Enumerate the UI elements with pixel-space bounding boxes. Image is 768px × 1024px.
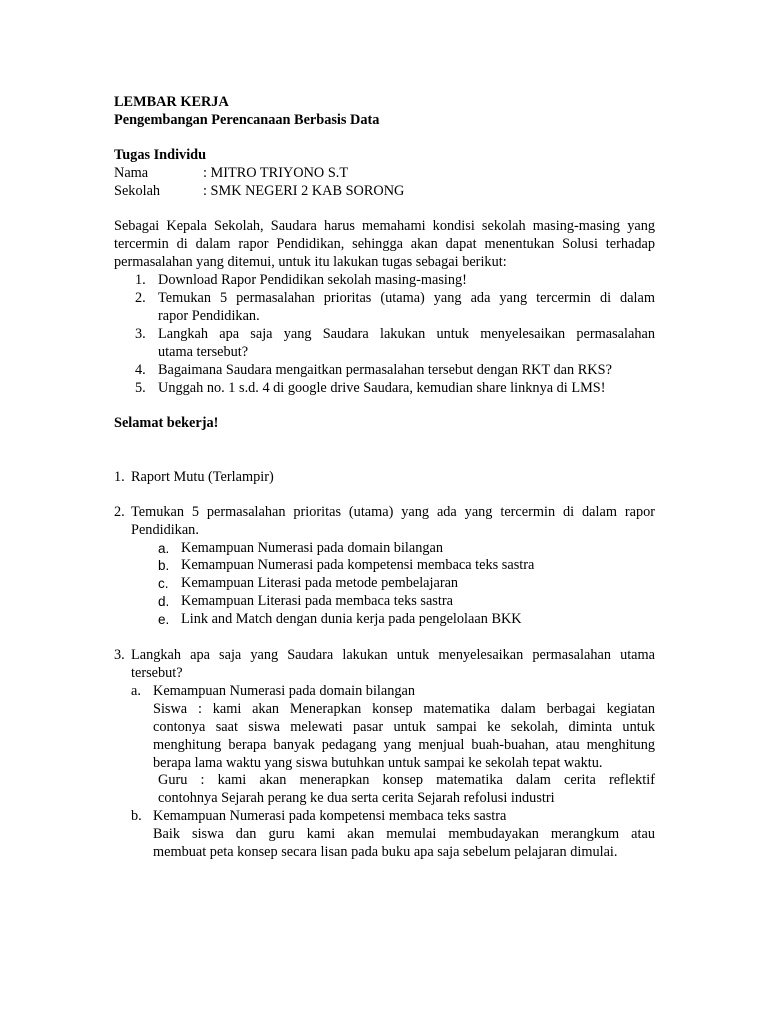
- nama-value: : MITRO TRIYONO S.T: [203, 165, 349, 181]
- task-text-cont: utama tersebut?: [158, 344, 249, 360]
- task-number: 2.: [135, 290, 146, 306]
- item-letter: c.: [158, 576, 169, 591]
- solution-line: berapa lama waktu yang siswa butuhkan untuk sampai ke sekolah tepat waktu.: [153, 755, 603, 771]
- item-letter: d.: [158, 594, 170, 609]
- doc-subtitle: Pengembangan Perencanaan Berbasis Data: [114, 112, 380, 128]
- answer-number: 1.: [114, 469, 125, 485]
- item-letter: b.: [131, 808, 142, 824]
- task-number: 1.: [135, 272, 146, 288]
- closing-text: Selamat bekerja!: [114, 415, 219, 431]
- solution-line: membuat peta konsep secara lisan pada buku apa saja sebelum pelajaran dimulai.: [153, 844, 618, 860]
- answer-text-cont: tersebut?: [131, 665, 183, 681]
- solution-line: Siswa : kami akan Menerapkan konsep matematika dalam berbagai kegiatan: [153, 701, 655, 717]
- task-text-cont: rapor Pendidikan.: [158, 308, 260, 324]
- solution-line: Baik siswa dan guru kami akan memulai membudayakan merangkum atau: [153, 826, 655, 842]
- intro-line: Sebagai Kepala Sekolah, Saudara harus memahami kondisi sekolah masing-masing yang: [114, 218, 655, 234]
- answer-number: 2.: [114, 504, 125, 520]
- item-letter: e.: [158, 612, 170, 627]
- intro-line: tercermin di dalam rapor Pendidikan, sehingga akan dapat menentukan Solusi terhadap: [114, 236, 655, 252]
- item-text: Kemampuan Literasi pada membaca teks sastra: [181, 593, 453, 609]
- item-text: Link and Match dengan dunia kerja pada pengelolaan BKK: [181, 611, 522, 627]
- answer-text-cont: Pendidikan.: [131, 522, 199, 538]
- item-letter: a.: [131, 683, 141, 699]
- task-number: 5.: [135, 380, 146, 396]
- task-text: Temukan 5 permasalahan prioritas (utama) yang ada yang tercermin di dalam: [158, 290, 655, 306]
- item-text: Kemampuan Numerasi pada kompetensi membaca teks sastra: [181, 557, 535, 573]
- task-number: 4.: [135, 362, 146, 378]
- intro-line: permasalahan yang ditemui, untuk itu lakukan tugas sebagai berikut:: [114, 254, 507, 270]
- item-text: Kemampuan Literasi pada metode pembelajaran: [181, 575, 459, 591]
- nama-row: [114, 165, 655, 183]
- solution-line: Guru : kami akan menerapkan konsep matematika dalam cerita reflektif: [158, 772, 655, 788]
- item-letter: a.: [158, 541, 170, 556]
- task-text: Download Rapor Pendidikan sekolah masing-masing!: [158, 272, 467, 288]
- answer-text: Langkah apa saja yang Saudara lakukan untuk menyelesaikan permasalahan utama: [131, 647, 655, 663]
- sekolah-row: [114, 183, 655, 201]
- task-text: Unggah no. 1 s.d. 4 di google drive Saudara, kemudian share linknya di LMS!: [158, 380, 606, 396]
- section-heading: Tugas Individu: [114, 147, 207, 163]
- task-text: Langkah apa saja yang Saudara lakukan untuk menyelesaikan permasalahan: [158, 326, 655, 342]
- solution-line: contohnya Sejarah perang ke dua serta cerita Sejarah refolusi industri: [158, 790, 555, 806]
- doc-title: LEMBAR KERJA: [114, 94, 229, 110]
- answer-text: Temukan 5 permasalahan prioritas (utama) yang ada yang tercermin di dalam rapor: [131, 504, 655, 520]
- task-text: Bagaimana Saudara mengaitkan permasalahan tersebut dengan RKT dan RKS?: [158, 362, 612, 378]
- item-text: Kemampuan Numerasi pada kompetensi membaca teks sastra: [153, 808, 507, 824]
- answer-text: Raport Mutu (Terlampir): [131, 469, 274, 485]
- sekolah-label: Sekolah: [114, 183, 161, 199]
- item-text: Kemampuan Numerasi pada domain bilangan: [153, 683, 416, 699]
- solution-line: menghitung berapa banyak pedagang yang menjual buah-buahan, atau menghitung: [153, 737, 655, 753]
- sekolah-value: : SMK NEGERI 2 KAB SORONG: [203, 183, 405, 199]
- nama-label: Nama: [114, 165, 149, 181]
- task-number: 3.: [135, 326, 146, 342]
- answer-number: 3.: [114, 647, 125, 663]
- item-text: Kemampuan Numerasi pada domain bilangan: [181, 540, 444, 556]
- solution-line: contonya saat siswa melewati pasar untuk sampai ke sekolah, diminta untuk: [153, 719, 655, 735]
- item-letter: b.: [158, 558, 170, 573]
